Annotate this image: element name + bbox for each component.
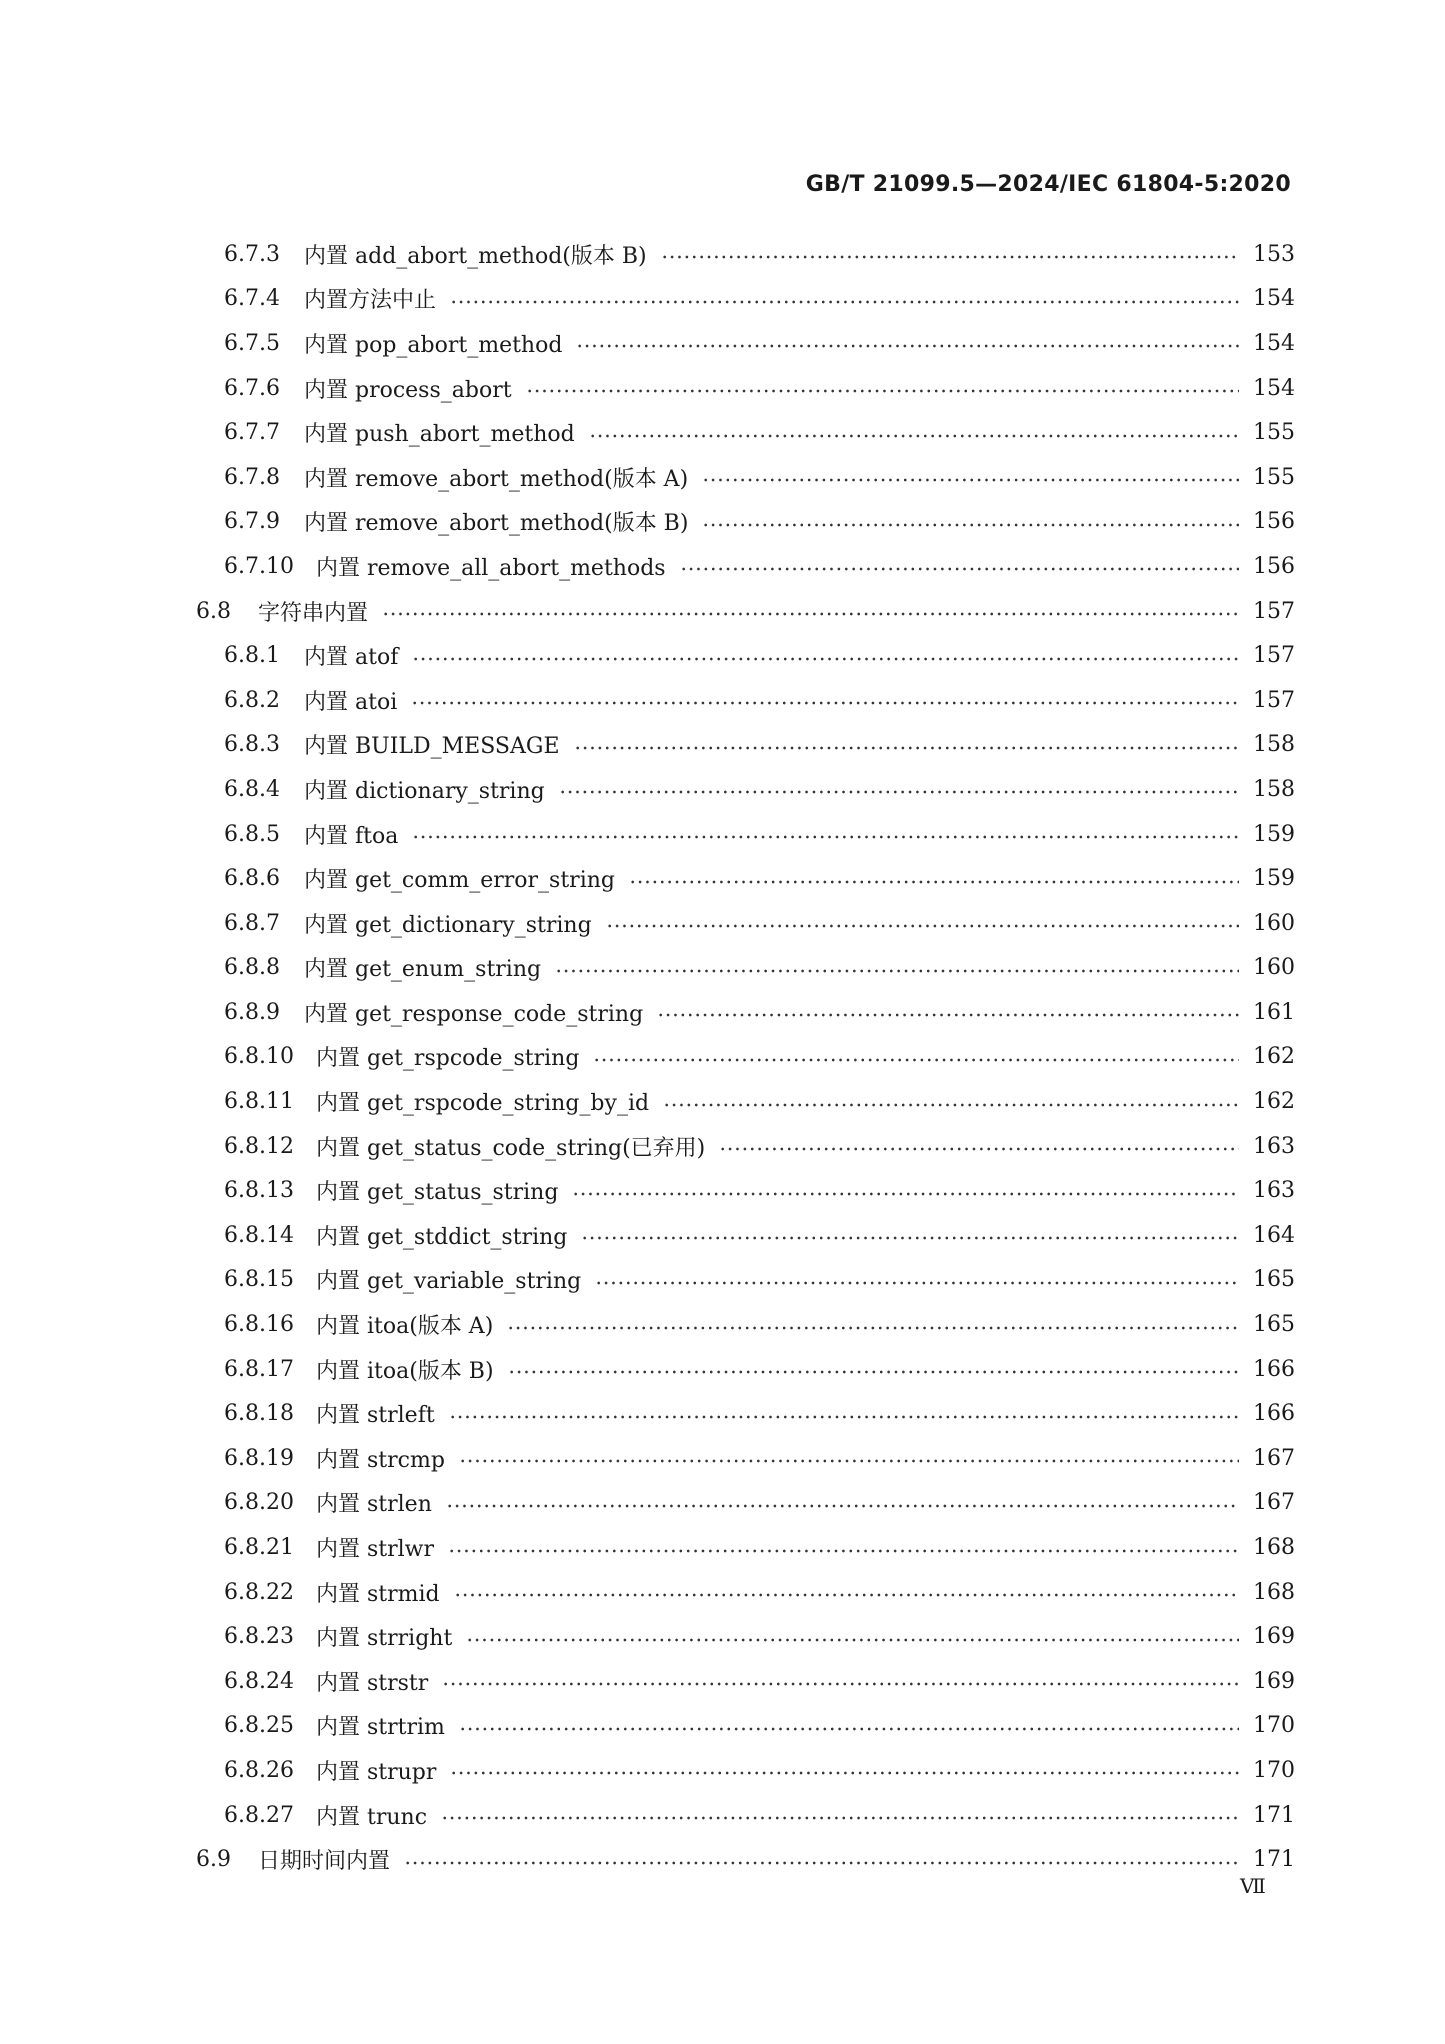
toc-entry-title[interactable]: 内置 add_abort_method(版本 B) xyxy=(304,243,647,269)
dot-leader xyxy=(466,1638,1239,1642)
toc-entry-title[interactable]: 内置 get_variable_string xyxy=(316,1269,582,1295)
toc-entry-number: 6.8.14 xyxy=(224,1222,294,1248)
toc-entry-page-number: 170 xyxy=(1253,1757,1295,1783)
toc-entry-title[interactable]: 内置 strlwr xyxy=(316,1537,435,1563)
toc-entry-title[interactable]: 内置 get_status_code_string(已弃用) xyxy=(316,1135,706,1161)
toc-entry[interactable] xyxy=(0,1525,1445,1570)
toc-entry-title[interactable]: 内置 get_dictionary_string xyxy=(304,912,592,938)
toc-entry-number: 6.8.1 xyxy=(224,643,280,669)
toc-entry-number: 6.8.4 xyxy=(224,776,280,802)
toc-entry[interactable] xyxy=(0,277,1445,322)
dot-leader xyxy=(446,1504,1239,1508)
toc-entry-number: 6.8.13 xyxy=(224,1178,294,1204)
toc-entry-number: 6.8.7 xyxy=(224,910,280,936)
toc-entry[interactable] xyxy=(0,1035,1445,1080)
toc-entry[interactable] xyxy=(0,366,1445,411)
toc-entry-title[interactable]: 内置 dictionary_string xyxy=(304,778,545,804)
toc-entry-page-number: 163 xyxy=(1253,1133,1295,1159)
toc-entry-title[interactable]: 内置 get_status_string xyxy=(316,1180,559,1206)
toc-entry-number: 6.8.27 xyxy=(224,1802,294,1828)
toc-entry-title[interactable]: 内置 strtrim xyxy=(316,1715,445,1741)
dot-leader xyxy=(459,1727,1239,1731)
toc-entry-title[interactable]: 内置 get_comm_error_string xyxy=(304,868,615,894)
toc-entry-title[interactable]: 内置 strcmp xyxy=(316,1447,445,1473)
toc-entry[interactable] xyxy=(0,1391,1445,1436)
table-of-contents xyxy=(0,232,1445,1882)
toc-entry-page-number: 154 xyxy=(1253,286,1295,312)
dot-leader xyxy=(555,969,1239,973)
toc-entry[interactable] xyxy=(0,321,1445,366)
toc-entry-page-number: 167 xyxy=(1253,1490,1295,1516)
toc-entry-title[interactable]: 内置 remove_abort_method(版本 B) xyxy=(304,511,689,537)
toc-entry-title[interactable]: 内置 remove_all_abort_methods xyxy=(316,555,666,581)
dot-leader xyxy=(719,1147,1239,1151)
toc-entry[interactable] xyxy=(0,1659,1445,1704)
toc-entry-title[interactable]: 字符串内置 xyxy=(258,600,369,626)
toc-entry-number: 6.8.25 xyxy=(224,1713,294,1739)
dot-leader xyxy=(454,1593,1239,1597)
toc-entry-page-number: 156 xyxy=(1253,553,1295,579)
toc-entry[interactable] xyxy=(0,723,1445,768)
toc-entry-page-number: 171 xyxy=(1253,1802,1295,1828)
page-number-footer: Ⅶ xyxy=(1240,1874,1266,1898)
toc-entry-page-number: 154 xyxy=(1253,330,1295,356)
toc-entry-number: 6.8.9 xyxy=(224,999,280,1025)
dot-leader xyxy=(574,746,1239,750)
dot-leader xyxy=(441,1816,1239,1820)
dot-leader xyxy=(576,344,1239,348)
toc-entry-number: 6.7.3 xyxy=(224,241,280,267)
dot-leader xyxy=(702,523,1239,527)
dot-leader xyxy=(661,255,1239,259)
toc-entry[interactable] xyxy=(0,1079,1445,1124)
toc-entry-number: 6.7.4 xyxy=(224,286,280,312)
toc-entry-page-number: 164 xyxy=(1253,1222,1295,1248)
toc-entry-title[interactable]: 内置 strstr xyxy=(316,1670,429,1696)
toc-entry[interactable] xyxy=(0,946,1445,991)
dot-leader xyxy=(526,389,1239,393)
toc-entry-number: 6.8.6 xyxy=(224,866,280,892)
toc-entry-number: 6.8.16 xyxy=(224,1312,294,1338)
dot-leader xyxy=(507,1326,1239,1330)
toc-entry[interactable] xyxy=(0,812,1445,857)
toc-entry[interactable] xyxy=(0,990,1445,1035)
toc-entry-number: 6.8.10 xyxy=(224,1044,294,1070)
toc-entry-page-number: 168 xyxy=(1253,1535,1295,1561)
toc-entry-title[interactable]: 内置 push_abort_method xyxy=(304,422,575,448)
toc-entry-number: 6.8.23 xyxy=(224,1624,294,1650)
toc-entry[interactable] xyxy=(0,1793,1445,1838)
toc-entry-title[interactable]: 内置 ftoa xyxy=(304,823,399,849)
toc-entry-title[interactable]: 内置 get_rspcode_string_by_id xyxy=(316,1091,650,1117)
toc-entry-number: 6.8.15 xyxy=(224,1267,294,1293)
toc-entry-number: 6.7.9 xyxy=(224,509,280,535)
toc-entry-page-number: 166 xyxy=(1253,1401,1295,1427)
toc-entry[interactable] xyxy=(0,767,1445,812)
toc-entry-title[interactable]: 内置 get_response_code_string xyxy=(304,1001,644,1027)
toc-entry[interactable] xyxy=(0,1570,1445,1615)
toc-entry-number: 6.8.21 xyxy=(224,1535,294,1561)
toc-entry[interactable] xyxy=(0,1347,1445,1392)
toc-entry-number: 6.8.19 xyxy=(224,1445,294,1471)
toc-entry-number: 6.7.5 xyxy=(224,330,280,356)
toc-entry-page-number: 155 xyxy=(1253,420,1295,446)
toc-entry[interactable] xyxy=(0,1837,1445,1882)
dot-leader xyxy=(559,790,1239,794)
toc-entry-page-number: 153 xyxy=(1253,241,1295,267)
toc-entry[interactable] xyxy=(0,1302,1445,1347)
toc-entry-page-number: 162 xyxy=(1253,1089,1295,1115)
toc-entry[interactable] xyxy=(0,232,1445,277)
toc-entry-title[interactable]: 内置 get_rspcode_string xyxy=(316,1046,580,1072)
dot-leader xyxy=(593,1058,1239,1062)
toc-entry[interactable] xyxy=(0,1213,1445,1258)
toc-entry-page-number: 157 xyxy=(1253,687,1295,713)
toc-entry-page-number: 162 xyxy=(1253,1044,1295,1070)
dot-leader xyxy=(411,701,1239,705)
toc-entry-title[interactable]: 内置 get_stddict_string xyxy=(316,1224,568,1250)
toc-entry-number: 6.8.3 xyxy=(224,732,280,758)
toc-entry[interactable] xyxy=(0,1436,1445,1481)
toc-entry-number: 6.7.8 xyxy=(224,464,280,490)
toc-entry-number: 6.7.10 xyxy=(224,553,294,579)
dot-leader xyxy=(629,880,1239,884)
toc-entry-number: 6.8.12 xyxy=(224,1133,294,1159)
dot-leader xyxy=(449,1415,1239,1419)
dot-leader xyxy=(412,657,1239,661)
toc-entry-title[interactable]: 日期时间内置 xyxy=(258,1849,391,1875)
dot-leader xyxy=(589,434,1239,438)
toc-entry[interactable] xyxy=(0,1614,1445,1659)
toc-entry[interactable] xyxy=(0,1124,1445,1169)
toc-entry-page-number: 165 xyxy=(1253,1267,1295,1293)
toc-entry-page-number: 171 xyxy=(1253,1847,1295,1873)
dot-leader xyxy=(450,300,1239,304)
dot-leader xyxy=(595,1281,1239,1285)
dot-leader xyxy=(450,1771,1239,1775)
toc-entry-number: 6.8.26 xyxy=(224,1757,294,1783)
toc-entry-page-number: 155 xyxy=(1253,464,1295,490)
toc-entry-title[interactable]: 内置 get_enum_string xyxy=(304,957,542,983)
dot-leader xyxy=(572,1192,1239,1196)
toc-entry-number: 6.8.8 xyxy=(224,955,280,981)
toc-entry-title[interactable]: 内置 strleft xyxy=(316,1403,435,1429)
toc-entry[interactable] xyxy=(0,589,1445,634)
toc-entry-title[interactable]: 内置 atoi xyxy=(304,689,398,715)
toc-entry[interactable] xyxy=(0,1258,1445,1303)
toc-entry-page-number: 161 xyxy=(1253,999,1295,1025)
toc-entry-page-number: 157 xyxy=(1253,643,1295,669)
toc-entry-number: 6.8.24 xyxy=(224,1668,294,1694)
toc-entry[interactable] xyxy=(0,1481,1445,1526)
toc-entry-page-number: 169 xyxy=(1253,1668,1295,1694)
toc-entry-title[interactable]: 内置 itoa(版本 B) xyxy=(316,1358,494,1384)
toc-entry[interactable] xyxy=(0,901,1445,946)
toc-entry-number: 6.8.11 xyxy=(224,1089,294,1115)
toc-entry-title[interactable]: 内置 itoa(版本 A) xyxy=(316,1314,494,1340)
toc-entry[interactable] xyxy=(0,410,1445,455)
toc-entry-page-number: 170 xyxy=(1253,1713,1295,1739)
toc-entry-page-number: 163 xyxy=(1253,1178,1295,1204)
toc-entry-page-number: 166 xyxy=(1253,1356,1295,1382)
toc-entry[interactable] xyxy=(0,500,1445,545)
toc-entry-number: 6.8.5 xyxy=(224,821,280,847)
dot-leader xyxy=(657,1013,1239,1017)
toc-entry-page-number: 154 xyxy=(1253,375,1295,401)
toc-entry-title[interactable]: 内置方法中止 xyxy=(304,288,437,314)
dot-leader xyxy=(459,1459,1239,1463)
toc-entry-page-number: 158 xyxy=(1253,732,1295,758)
toc-entry-title[interactable]: 内置 strupr xyxy=(316,1759,437,1785)
document-standard-header: GB/T 21099.5—2024/IEC 61804-5:2020 xyxy=(805,172,1291,197)
toc-entry-title[interactable]: 内置 remove_abort_method(版本 A) xyxy=(304,466,689,492)
toc-entry-title[interactable]: 内置 strright xyxy=(316,1626,453,1652)
toc-entry-number: 6.8 xyxy=(196,598,231,624)
dot-leader xyxy=(581,1236,1239,1240)
toc-entry-page-number: 168 xyxy=(1253,1579,1295,1605)
toc-entry-page-number: 160 xyxy=(1253,910,1295,936)
dot-leader xyxy=(412,835,1239,839)
toc-entry-page-number: 158 xyxy=(1253,776,1295,802)
toc-entry[interactable] xyxy=(0,1748,1445,1793)
toc-entry-page-number: 159 xyxy=(1253,866,1295,892)
toc-entry-page-number: 159 xyxy=(1253,821,1295,847)
toc-entry[interactable] xyxy=(0,544,1445,589)
toc-entry-page-number: 156 xyxy=(1253,509,1295,535)
dot-leader xyxy=(663,1103,1239,1107)
toc-entry-number: 6.7.6 xyxy=(224,375,280,401)
toc-entry-number: 6.7.7 xyxy=(224,420,280,446)
toc-entry[interactable] xyxy=(0,678,1445,723)
toc-entry-page-number: 165 xyxy=(1253,1312,1295,1338)
toc-entry-title[interactable]: 内置 strmid xyxy=(316,1581,440,1607)
dot-leader xyxy=(382,612,1239,616)
toc-entry-number: 6.9 xyxy=(196,1847,231,1873)
toc-entry-title[interactable]: 内置 pop_abort_method xyxy=(304,332,563,358)
toc-entry-page-number: 167 xyxy=(1253,1445,1295,1471)
dot-leader xyxy=(606,924,1239,928)
dot-leader xyxy=(508,1370,1239,1374)
toc-entry[interactable] xyxy=(0,1704,1445,1749)
toc-entry-title[interactable]: 内置 process_abort xyxy=(304,377,512,403)
toc-entry-title[interactable]: 内置 trunc xyxy=(316,1804,428,1830)
toc-entry-number: 6.8.18 xyxy=(224,1401,294,1427)
toc-entry-title[interactable]: 内置 BUILD_MESSAGE xyxy=(304,734,560,760)
toc-entry-page-number: 160 xyxy=(1253,955,1295,981)
toc-entry-number: 6.8.17 xyxy=(224,1356,294,1382)
toc-entry-number: 6.8.2 xyxy=(224,687,280,713)
dot-leader xyxy=(448,1549,1239,1553)
toc-entry-page-number: 169 xyxy=(1253,1624,1295,1650)
dot-leader xyxy=(442,1682,1239,1686)
toc-entry-title[interactable]: 内置 atof xyxy=(304,645,399,671)
toc-entry[interactable] xyxy=(0,1168,1445,1213)
dot-leader xyxy=(680,567,1239,571)
toc-entry-page-number: 157 xyxy=(1253,598,1295,624)
dot-leader xyxy=(702,478,1239,482)
toc-entry-number: 6.8.22 xyxy=(224,1579,294,1605)
dot-leader xyxy=(404,1861,1239,1865)
toc-entry[interactable] xyxy=(0,633,1445,678)
toc-entry[interactable] xyxy=(0,856,1445,901)
toc-entry-title[interactable]: 内置 strlen xyxy=(316,1492,432,1518)
toc-entry[interactable] xyxy=(0,455,1445,500)
toc-entry-number: 6.8.20 xyxy=(224,1490,294,1516)
